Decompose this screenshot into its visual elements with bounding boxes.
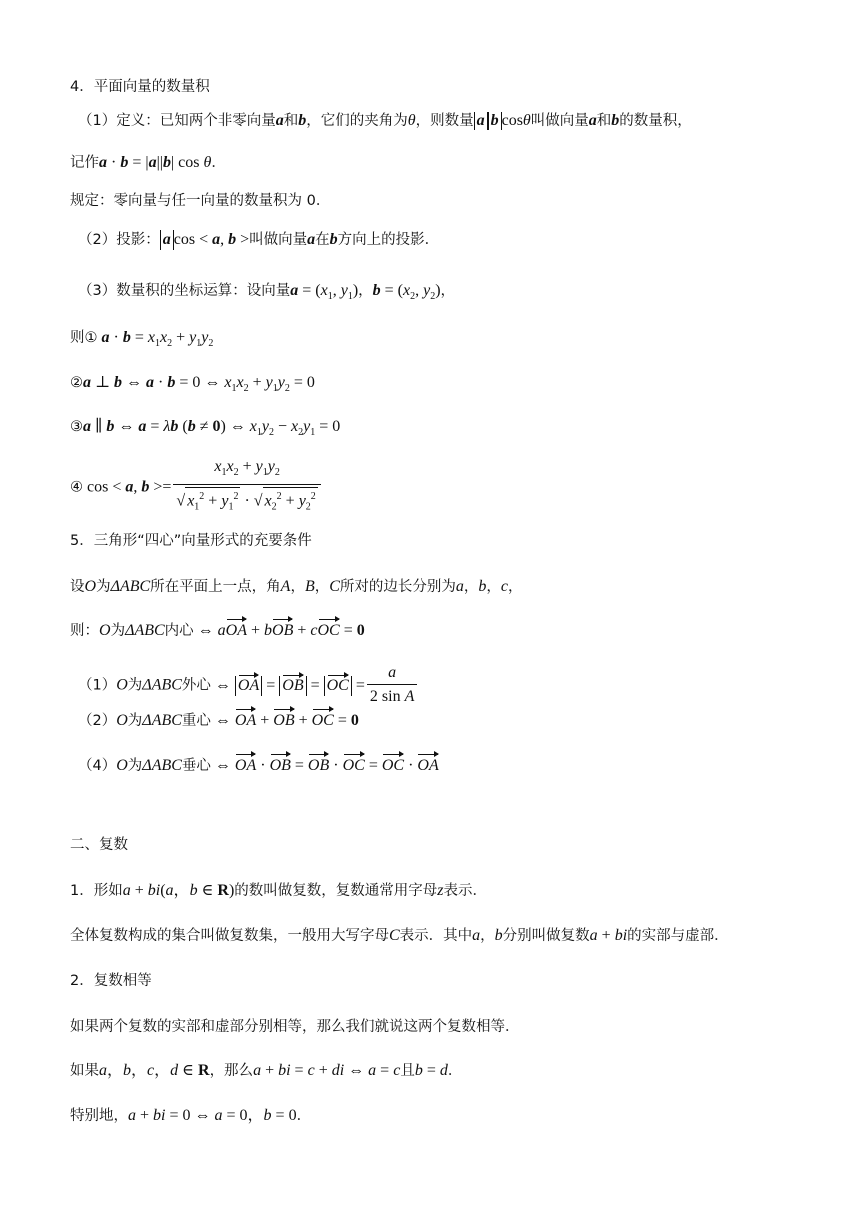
rule-line: 规定：零向量与任一向量的数量积为 0． (70, 193, 331, 209)
formula-3: ③a ∥ b ⇔ a = λb (b ≠ 0) ⇔ $x_1y_2 - x_2y_1 = 0$ (70, 418, 341, 439)
complex-definition: 1．形如a + bi(a，b ∈ R)的数叫做复数，复数通常用字母z表示． (70, 882, 488, 899)
complex-equal-text: 如果两个复数的实部和虚部分别相等，那么我们就说这两个复数相等． (70, 1019, 520, 1035)
projection-line: （2）投影： a cos < a, b >叫做向量a在b方向上的投影． (78, 231, 440, 248)
orthocenter-line: （4）O为ΔABC垂心 ⇔ OA · OB = OB · OC = OC · OA (78, 755, 439, 777)
circumcenter-line: （1）O为ΔABC外心 ⇔ OA = OB = OC = $\frac{a}{\text{2 sin A}}$ (78, 664, 419, 707)
formula-4: ④ cos < a, b >= $\frac{x_1x_2 + y_1y_2}{√ x_1^2 + y_1^2 \cdot √ x_2^2 + y_2^2}$ (70, 458, 323, 517)
notation-line: 记作a · b = |a||b| cos θ． (70, 154, 226, 171)
definition-line: （1）定义：已知两个非零向量a和b，它们的夹角为θ，则数量 a b cosθ叫做向量a和b的数量积， (78, 112, 692, 129)
section-4-title: 4．平面向量的数量积 (70, 79, 210, 95)
complex-heading: 二、复数 (70, 837, 128, 853)
complex-set: 全体复数构成的集合叫做复数集，一般用大写字母C表示．其中a，b分别叫做复数a + bi的实部与虚部． (70, 927, 729, 944)
section-5-title: 5．三角形“四心”向量形式的充要条件 (70, 533, 312, 549)
complex-equal-condition: 如果a，b，c，d ∈ R，那么a + bi = c + di ⇔ a = c且b = d． (70, 1062, 463, 1079)
formula-1: 则① $a \cdot b = x_1x_2 + y_1y_2$ (70, 329, 214, 350)
coordinate-line: （3）数量积的坐标运算：设向量$a = (x_1$, $y_1$)，$b = (x_2$, $y_2$)， (78, 282, 456, 303)
complex-equal-title: 2．复数相等 (70, 973, 152, 989)
incenter-line: 则：O为ΔABC内心 ⇔ aOA + bOB + cOC = 0 (70, 620, 365, 642)
centroid-line: （2）O为ΔABC重心 ⇔ OA + OB + OC = 0 (78, 710, 359, 732)
section-5-intro: 设O为ΔABC所在平面上一点，角A，B，C所对的边长分别为a，b，c， (70, 578, 523, 595)
formula-2: ②a ⊥ b ⇔ a · b = 0 ⇔ $x_1x_2 + y_1y_2 = 0$ (70, 374, 315, 395)
complex-special-case: 特别地，a + bi = 0 ⇔ a = 0，b = 0． (70, 1107, 312, 1124)
